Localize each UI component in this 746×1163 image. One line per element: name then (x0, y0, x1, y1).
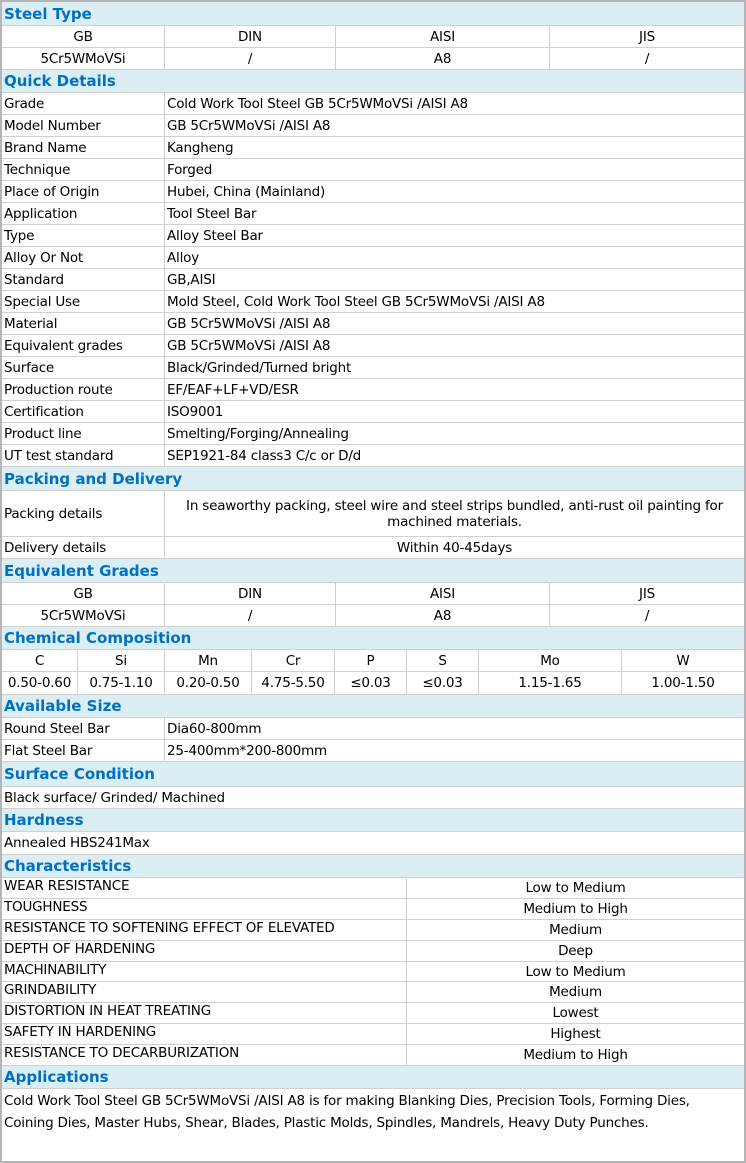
element-header: C (2, 650, 78, 671)
element-value: 0.50-0.60 (2, 672, 78, 694)
row-value: EF/EAF+LF+VD/ESR (167, 381, 299, 398)
table-row (2, 48, 744, 70)
element-header: P (335, 650, 407, 671)
section-header-packing: Packing and Delivery (2, 467, 744, 491)
column-header: JIS (639, 28, 655, 45)
section-header-hardness: Hardness (2, 809, 744, 832)
table-row (2, 335, 744, 357)
row-value: Hubei, China (Mainland) (167, 183, 326, 200)
row-value: 25-400mm*200-800mm (167, 742, 327, 759)
element-header: Mo (479, 650, 622, 671)
row-value: Mold Steel, Cold Work Tool Steel GB 5Cr5WMoVSi /AISI A8 (167, 293, 545, 310)
column-header: DIN (165, 583, 336, 604)
table-row (2, 832, 744, 855)
table-row (2, 878, 744, 899)
table-row (2, 159, 744, 181)
characteristic-name: WEAR RESISTANCE (2, 878, 407, 898)
table-row (2, 137, 744, 159)
element-value: 1.15-1.65 (479, 672, 622, 694)
section-header-equivalent_grades: Equivalent Grades (2, 559, 744, 583)
table-row (2, 982, 744, 1003)
element-header: S (407, 650, 479, 671)
row-label: Equivalent grades (2, 335, 165, 356)
row-value: Smelting/Forging/Annealing (167, 425, 349, 442)
row-value: Dia60-800mm (167, 720, 262, 737)
row-label: Model Number (2, 115, 165, 136)
row-label: Surface (2, 357, 165, 378)
grade-value: 5Cr5WMoVSi (2, 605, 165, 626)
row-label: Alloy Or Not (2, 247, 165, 268)
characteristic-rating: Highest (550, 1026, 601, 1043)
element-header: W (676, 652, 690, 669)
table-row (2, 718, 744, 740)
characteristic-rating: Low to Medium (525, 879, 626, 896)
applications-text: Cold Work Tool Steel GB 5Cr5WMoVSi /AISI A8 is for making Blanking Dies, Precision Tools, Forming Dies, Coining Dies, Master Hubs, Shear, Blades, Plastic Molds, Spindles, Mandrels, Heavy Duty Punches. (4, 1093, 690, 1132)
characteristic-name: RESISTANCE TO SOFTENING EFFECT OF ELEVATED (2, 920, 407, 940)
characteristic-rating: Deep (558, 942, 593, 959)
grade-value: 5Cr5WMoVSi (2, 48, 165, 69)
row-value: Forged (167, 161, 213, 178)
section-header-applications: Applications (2, 1066, 744, 1089)
column-header: DIN (165, 26, 336, 47)
table-row (2, 423, 744, 445)
element-header: Cr (252, 650, 335, 671)
element-header: Mn (165, 650, 252, 671)
row-label: Technique (2, 159, 165, 180)
row-label: Round Steel Bar (2, 718, 165, 739)
grade-value: / (165, 48, 336, 69)
characteristic-rating: Low to Medium (525, 963, 626, 980)
row-value: Kangheng (167, 139, 234, 156)
table-row (2, 115, 744, 137)
element-value: 1.00-1.50 (651, 675, 715, 691)
characteristic-rating: Medium to High (523, 900, 628, 917)
table-row (2, 920, 744, 941)
table-row (2, 247, 744, 269)
row-value: GB 5Cr5WMoVSi /AISI A8 (167, 315, 331, 332)
row-label: Grade (2, 93, 165, 114)
row-value: Alloy (167, 249, 199, 266)
characteristic-rating: Medium (549, 984, 602, 1001)
section-header-characteristics: Characteristics (2, 855, 744, 878)
table-row (2, 605, 744, 627)
section-header-available_size: Available Size (2, 695, 744, 718)
grade-value: / (644, 607, 650, 624)
row-value: GB 5Cr5WMoVSi /AISI A8 (167, 117, 331, 134)
grade-value: A8 (336, 605, 550, 626)
row-value: Within 40-45days (396, 539, 513, 556)
table-row (2, 787, 744, 809)
table-row (2, 269, 744, 291)
element-value: ≤0.03 (407, 672, 479, 694)
column-header: JIS (639, 585, 655, 602)
row-value: Black/Grinded/Turned bright (167, 359, 352, 376)
table-row (2, 379, 744, 401)
row-label: Place of Origin (2, 181, 165, 202)
table-row (2, 899, 744, 920)
column-header: AISI (336, 26, 550, 47)
row-label: Application (2, 203, 165, 224)
row-label: Type (2, 225, 165, 246)
characteristic-name: GRINDABILITY (2, 982, 407, 1002)
row-label: Certification (2, 401, 165, 422)
table-row (2, 181, 744, 203)
table-row (2, 401, 744, 423)
section-header-surface_condition: Surface Condition (2, 762, 744, 787)
table-row (2, 93, 744, 115)
characteristic-rating: Lowest (552, 1005, 599, 1022)
table-row (2, 941, 744, 962)
table-row (2, 740, 744, 762)
table-row (2, 225, 744, 247)
table-row (2, 962, 744, 983)
column-header: AISI (336, 583, 550, 604)
section-header-chemical_composition: Chemical Composition (2, 627, 744, 650)
characteristic-name: DEPTH OF HARDENING (2, 941, 407, 961)
table-row (2, 203, 744, 225)
row-value: GB 5Cr5WMoVSi /AISI A8 (167, 337, 331, 354)
row-label: Special Use (2, 291, 165, 312)
table-row (2, 1003, 744, 1024)
surface-text: Black surface/ Grinded/ Machined (4, 789, 225, 806)
table-row (2, 357, 744, 379)
row-label: Standard (2, 269, 165, 290)
characteristic-name: TOUGHNESS (2, 899, 407, 919)
table-row (2, 291, 744, 313)
characteristic-rating: Medium to High (523, 1047, 628, 1064)
characteristic-name: RESISTANCE TO DECARBURIZATION (2, 1045, 407, 1065)
section-header-steel_type: Steel Type (2, 2, 744, 26)
section-header-quick_details: Quick Details (2, 70, 744, 93)
table-row (2, 1024, 744, 1045)
grade-value: / (165, 605, 336, 626)
element-header: Si (78, 650, 165, 671)
header-row (2, 650, 744, 672)
row-value: In seaworthy packing, steel wire and steel strips bundled, anti-rust oil painting for machined materials. (186, 497, 723, 530)
element-value: 4.75-5.50 (252, 672, 335, 694)
table-row (2, 672, 744, 695)
row-value: Tool Steel Bar (167, 205, 257, 222)
row-label: Production route (2, 379, 165, 400)
header-row (2, 583, 744, 605)
element-value: 0.20-0.50 (165, 672, 252, 694)
hardness-text: Annealed HBS241Max (4, 835, 150, 851)
column-header: GB (2, 26, 165, 47)
element-value: ≤0.03 (335, 672, 407, 694)
header-row (2, 26, 744, 48)
characteristic-name: DISTORTION IN HEAT TREATING (2, 1003, 407, 1023)
row-label: Product line (2, 423, 165, 444)
row-value: Cold Work Tool Steel GB 5Cr5WMoVSi /AISI A8 (167, 95, 468, 112)
row-label: Brand Name (2, 137, 165, 158)
row-value: Alloy Steel Bar (167, 227, 263, 244)
row-value: GB,AISI (167, 271, 216, 288)
table-row (2, 491, 744, 537)
row-value: SEP1921-84 class3 C/c or D/d (167, 447, 362, 464)
grade-value: A8 (336, 48, 550, 69)
row-label: Packing details (2, 491, 165, 536)
table-row (2, 537, 744, 559)
grade-value: / (644, 50, 650, 67)
table-row (2, 445, 744, 467)
row-label: Material (2, 313, 165, 334)
column-header: GB (2, 583, 165, 604)
element-value: 0.75-1.10 (78, 672, 165, 694)
row-value: ISO9001 (167, 403, 224, 420)
characteristic-rating: Medium (549, 921, 602, 938)
row-label: Delivery details (2, 537, 165, 558)
characteristic-name: SAFETY IN HARDENING (2, 1024, 407, 1044)
table-row (2, 1045, 744, 1066)
table-row (2, 313, 744, 335)
row-label: UT test standard (2, 445, 165, 466)
row-label: Flat Steel Bar (2, 740, 165, 761)
characteristic-name: MACHINABILITY (2, 962, 407, 982)
